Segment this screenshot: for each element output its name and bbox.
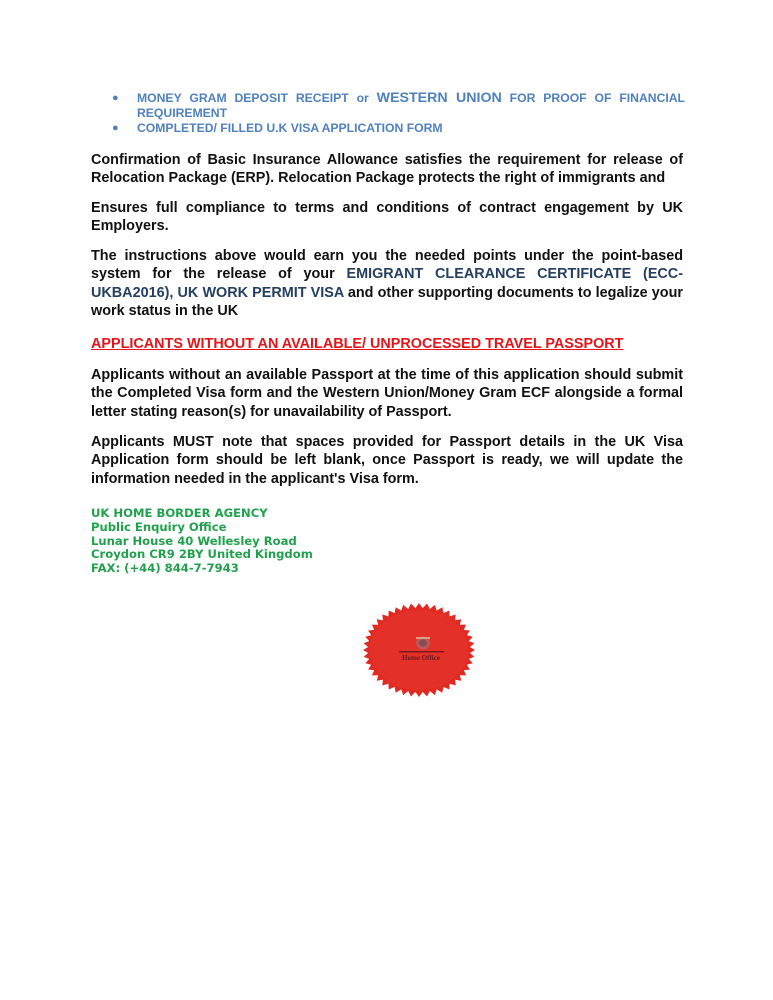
- instructions-paragraph: [91, 247, 683, 320]
- list-item: [110, 121, 685, 136]
- must-note-paragraph: Applicants MUST note that spaces provided for Passport details in the UK Visa Application form should be left blank, once Passport is ready, we will update the information needed in the applicant's Visa form.: [91, 434, 683, 487]
- list-item-text: FOR PROOF OF FINANCIAL: [501, 91, 685, 105]
- list-item-line: [137, 91, 685, 106]
- seal-rule: [399, 651, 444, 653]
- city-address: Croydon CR9 2BY United Kingdom: [91, 547, 313, 562]
- compliance-paragraph: Ensures full compliance to terms and conditions of contract engagement by UK Employers.: [91, 200, 683, 235]
- no-passport-heading: APPLICANTS WITHOUT AN AVAILABLE/ UNPROCESSED TRAVEL PASSPORT: [91, 336, 624, 352]
- seal-graphic: [362, 600, 476, 700]
- crest-icon: [416, 637, 430, 650]
- agency-name: UK HOME BORDER AGENCY: [91, 506, 268, 520]
- agency-address: [91, 507, 313, 576]
- seal-inner: [370, 610, 468, 690]
- requirements-list: [110, 91, 685, 136]
- bullet-icon: ●: [112, 92, 119, 104]
- list-item-text: MONEY GRAM DEPOSIT RECEIPT or: [137, 91, 377, 105]
- fax-number: FAX: (+44) 844-7-7943: [91, 561, 239, 576]
- insurance-paragraph: Confirmation of Basic Insurance Allowance satisfies the requirement for release of Relocation Package (ERP). Relocation Package protects the right of immigrants and: [91, 152, 683, 187]
- instructions-text: and other supporting documents to legalize your work status in the UK: [91, 284, 683, 319]
- western-union-text: WESTERN UNION: [376, 90, 502, 106]
- list-item-text: COMPLETED/ FILLED U.K VISA APPLICATION FORM: [137, 121, 443, 135]
- list-item: [110, 91, 685, 121]
- office-name: Public Enquiry Office: [91, 519, 227, 534]
- no-passport-paragraph: Applicants without an available Passport at the time of this application should submit the Completed Visa form and the Western Union/Money Gram ECF alongside a formal letter stating reason(s) for unavailability of Passport.: [91, 367, 683, 420]
- list-item-text: REQUIREMENT: [137, 106, 228, 120]
- certificate-highlight: EMIGRANT CLEARANCE CERTIFICATE (ECC-UKBA2016), UK WORK PERMIT VISA: [91, 266, 683, 301]
- seal-caption: Home Office: [402, 654, 440, 662]
- street-address: Lunar House 40 Wellesley Road: [91, 533, 297, 548]
- instructions-text: The instructions above would earn you the needed points under the point-based system for the release of your: [91, 248, 683, 283]
- red-seal-icon: [362, 600, 476, 700]
- bullet-icon: ●: [112, 122, 119, 134]
